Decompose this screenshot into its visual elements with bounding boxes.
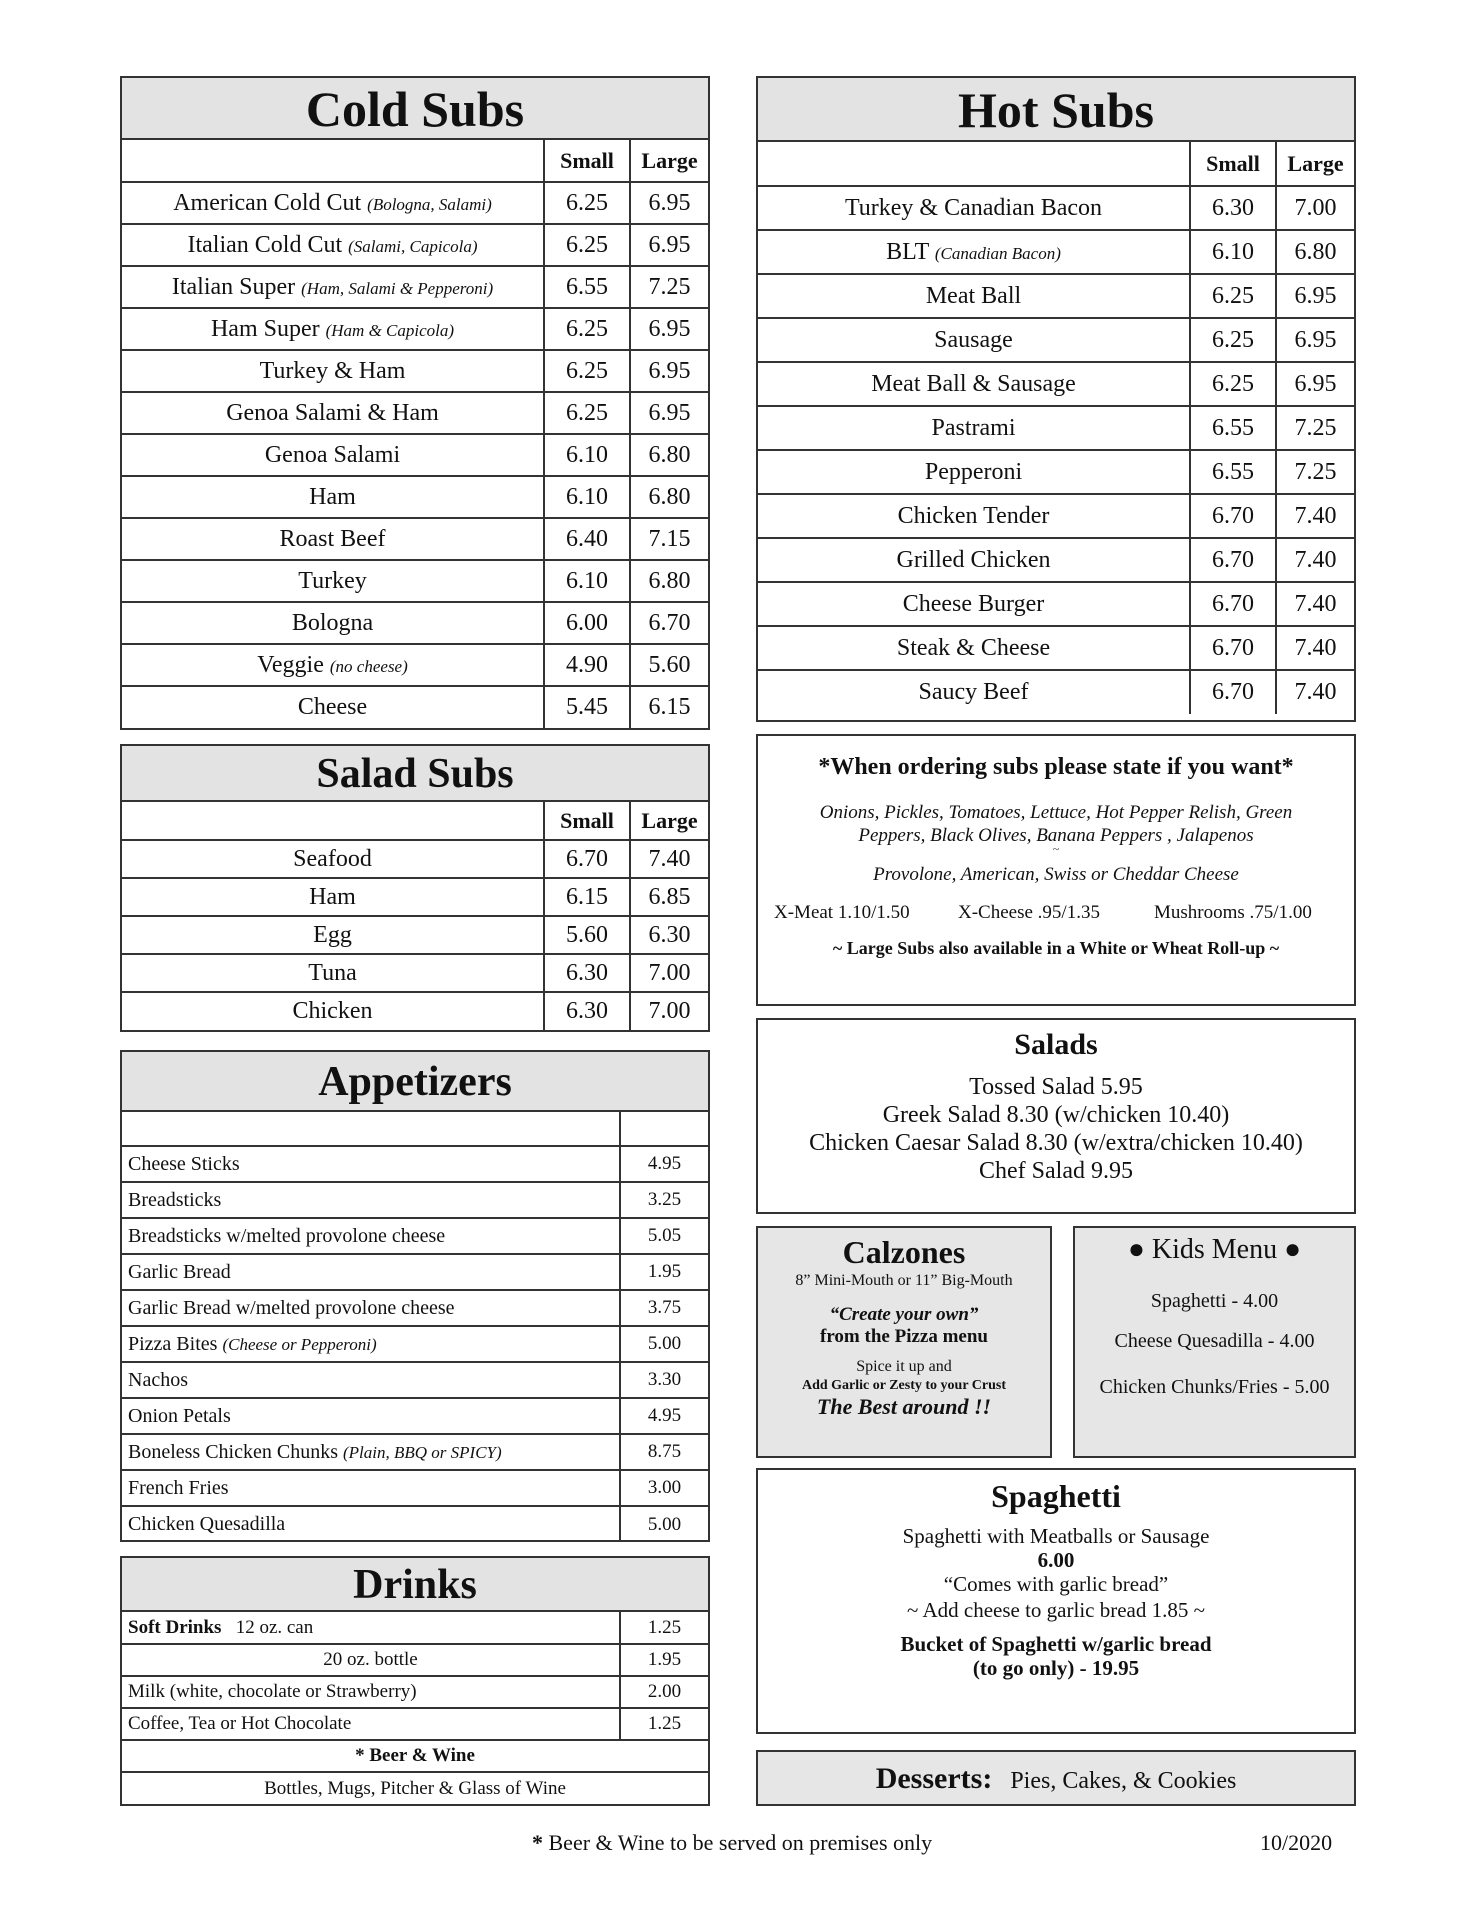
menu-row [122, 266, 708, 308]
item-name-cell [122, 350, 544, 392]
footer-date: 10/2020 [1260, 1830, 1333, 1855]
footer-note [532, 1830, 932, 1856]
salad-item: Greek Salad 8.30 (w/chicken 10.40) [882, 1102, 1230, 1128]
desserts-line [758, 1762, 1354, 1796]
menu-row [758, 318, 1354, 362]
appetizer-name: Garlic Bread [128, 1260, 231, 1283]
item-name-cell [122, 224, 544, 266]
item-note: (Canadian Bacon) [934, 243, 1061, 263]
small-price: 6.10 [544, 476, 630, 518]
menu-row [122, 224, 708, 266]
large-price: 7.25 [1276, 450, 1354, 494]
appetizer-row [122, 1506, 708, 1542]
appetizer-row [122, 1218, 708, 1254]
cold-subs-col-large: Large [630, 140, 708, 182]
large-price: 7.40 [1276, 494, 1354, 538]
hot-subs-col-small: Small [1190, 142, 1276, 186]
calzone-add: Add Garlic or Zesty to your Crust [801, 1378, 1007, 1393]
appetizer-name-cell [122, 1182, 620, 1218]
item-name-cell [122, 992, 544, 1030]
small-price: 6.25 [1190, 362, 1276, 406]
appetizers-header-blank [122, 1112, 620, 1146]
menu-row [122, 602, 708, 644]
salad-item: Chef Salad 9.95 [979, 1158, 1133, 1184]
large-price: 7.40 [1276, 670, 1354, 714]
menu-row [758, 362, 1354, 406]
menu-row [122, 916, 708, 954]
appetizer-row [122, 1182, 708, 1218]
soft-drinks-label: Soft Drinks [128, 1616, 222, 1638]
salad-subs-section [120, 744, 710, 1032]
large-price: 6.95 [1276, 318, 1354, 362]
small-price: 6.70 [1190, 582, 1276, 626]
appetizer-name: Breadsticks [128, 1188, 222, 1211]
item-name: American Cold Cut [173, 189, 362, 216]
large-price: 6.95 [630, 182, 708, 224]
appetizer-price: 1.95 [620, 1254, 708, 1290]
small-price: 6.10 [1190, 230, 1276, 274]
small-price: 6.30 [544, 992, 630, 1030]
item-name: Seafood [293, 845, 372, 872]
item-name-cell [122, 392, 544, 434]
small-price: 6.55 [1190, 450, 1276, 494]
item-name: Turkey & Canadian Bacon [844, 194, 1103, 221]
item-name-cell [758, 450, 1190, 494]
large-price: 6.95 [630, 308, 708, 350]
cold-subs-section [120, 76, 710, 730]
drink-name: Coffee, Tea or Hot Chocolate [122, 1708, 620, 1740]
cold-subs-table [122, 140, 708, 728]
large-price: 7.25 [630, 266, 708, 308]
calzone-sizes: 8” Mini-Mouth or 11” Big-Mouth [795, 1272, 1013, 1289]
spaghetti-price: 6.00 [1037, 1548, 1075, 1572]
small-price: 6.70 [1190, 538, 1276, 582]
large-price: 7.40 [1276, 626, 1354, 670]
menu-row [758, 230, 1354, 274]
appetizer-row [122, 1326, 708, 1362]
kids-item: Cheese Quesadilla - 4.00 [1114, 1330, 1315, 1352]
small-price: 6.10 [544, 434, 630, 476]
drink-name: 12 oz. can [235, 1616, 314, 1638]
desserts-items: Pies, Cakes, & Cookies [1010, 1768, 1237, 1794]
appetizer-note: (Plain, BBQ or SPICY) [343, 1442, 502, 1462]
footer-note-text: Beer & Wine to be served on premises only [548, 1830, 933, 1855]
item-name-cell [758, 274, 1190, 318]
large-price: 6.80 [630, 476, 708, 518]
item-name: Steak & Cheese [896, 634, 1051, 661]
large-price: 6.80 [630, 434, 708, 476]
appetizer-row [122, 1470, 708, 1506]
small-price: 4.90 [544, 644, 630, 686]
appetizer-row [122, 1290, 708, 1326]
menu-row [758, 670, 1354, 714]
appetizer-price: 3.30 [620, 1362, 708, 1398]
bucket-line-2: (to go only) - 19.95 [972, 1656, 1140, 1680]
large-price: 6.80 [1276, 230, 1354, 274]
beer-wine-label: * Beer & Wine [122, 1740, 708, 1772]
appetizer-price: 5.00 [620, 1326, 708, 1362]
item-name-cell [758, 670, 1190, 714]
appetizer-price: 5.00 [620, 1506, 708, 1542]
item-name: Turkey & Ham [259, 357, 406, 384]
item-name-cell [122, 182, 544, 224]
appetizers-title: Appetizers [122, 1052, 708, 1112]
calzones-title: Calzones [842, 1234, 966, 1270]
small-price: 6.25 [1190, 274, 1276, 318]
item-name: Tuna [308, 959, 357, 986]
item-name: Meat Ball [925, 282, 1022, 309]
item-name: Italian Super [171, 273, 296, 300]
item-name: Saucy Beef [918, 679, 1029, 705]
appetizer-name-cell [122, 1326, 620, 1362]
item-name: Pepperoni [924, 458, 1023, 485]
appetizer-row [122, 1434, 708, 1470]
small-price: 6.30 [1190, 186, 1276, 230]
item-name: Grilled Chicken [896, 546, 1051, 573]
item-name: Sausage [934, 326, 1013, 353]
menu-row [758, 538, 1354, 582]
item-name-cell [122, 518, 544, 560]
drinks-title: Drinks [122, 1558, 708, 1612]
menu-row [122, 350, 708, 392]
calzone-best: The Best around !! [816, 1394, 992, 1419]
item-name: Bologna [291, 609, 374, 636]
drink-price: 1.25 [620, 1708, 708, 1740]
x-cheese-price: X-Cheese .95/1.35 [958, 902, 1100, 923]
menu-row [122, 476, 708, 518]
large-price: 7.40 [1276, 582, 1354, 626]
menu-row [122, 518, 708, 560]
calzone-create: “Create your own” [829, 1304, 979, 1325]
kids-menu-section [1073, 1226, 1356, 1458]
item-note: (Ham, Salami & Pepperoni) [301, 278, 494, 298]
menu-row [122, 840, 708, 878]
x-meat-price: X-Meat 1.10/1.50 [774, 902, 910, 923]
small-price: 6.70 [1190, 626, 1276, 670]
large-price: 6.95 [630, 224, 708, 266]
item-note: (no cheese) [329, 656, 408, 676]
item-name: Veggie [257, 651, 324, 678]
hot-subs-col-large: Large [1276, 142, 1354, 186]
appetizer-name-cell [122, 1290, 620, 1326]
appetizer-name: Garlic Bread w/melted provolone cheese [128, 1296, 455, 1319]
spaghetti-garlic-note: “Comes with garlic bread” [943, 1572, 1169, 1596]
menu-row [758, 186, 1354, 230]
item-name-cell [122, 954, 544, 992]
spaghetti-line: Spaghetti with Meatballs or Sausage [902, 1524, 1210, 1548]
hot-subs-section [756, 76, 1356, 722]
small-price: 6.55 [544, 266, 630, 308]
menu-row [122, 434, 708, 476]
appetizer-name-cell [122, 1218, 620, 1254]
menu-row [758, 626, 1354, 670]
cold-subs-col-small: Small [544, 140, 630, 182]
appetizers-table [122, 1112, 708, 1542]
appetizer-price: 3.00 [620, 1470, 708, 1506]
small-price: 6.25 [544, 182, 630, 224]
appetizer-name: French Fries [128, 1476, 229, 1499]
ordering-title: *When ordering subs please state if you want* [818, 754, 1294, 780]
salad-subs-title: Salad Subs [122, 746, 708, 802]
item-name: Cheese Burger [902, 590, 1045, 617]
large-price: 6.80 [630, 560, 708, 602]
item-name-cell [758, 230, 1190, 274]
small-price: 6.55 [1190, 406, 1276, 450]
appetizer-name-cell [122, 1506, 620, 1542]
drinks-section [120, 1556, 710, 1806]
salad-item: Tossed Salad 5.95 [969, 1074, 1143, 1100]
item-name-cell [758, 362, 1190, 406]
small-price: 5.45 [544, 686, 630, 728]
appetizer-name: Boneless Chicken Chunks [128, 1440, 338, 1463]
item-name-cell [758, 626, 1190, 670]
menu-row [122, 182, 708, 224]
appetizer-price: 4.95 [620, 1146, 708, 1182]
appetizer-name-cell [122, 1254, 620, 1290]
large-price: 7.25 [1276, 406, 1354, 450]
item-name-cell [758, 538, 1190, 582]
salad-subs-col-large: Large [630, 802, 708, 840]
appetizer-name-cell [122, 1362, 620, 1398]
item-name: Chicken Tender [897, 502, 1050, 529]
small-price: 6.40 [544, 518, 630, 560]
small-price: 6.10 [544, 560, 630, 602]
menu-row [122, 308, 708, 350]
large-price: 7.15 [630, 518, 708, 560]
item-name-cell [122, 878, 544, 916]
drink-price: 1.25 [620, 1612, 708, 1644]
salads-section [756, 1018, 1356, 1214]
menu-row [122, 560, 708, 602]
drinks-table [122, 1612, 708, 1804]
menu-row [122, 954, 708, 992]
footer-star: * [532, 1830, 543, 1855]
drink-name: 20 oz. bottle [122, 1644, 620, 1676]
item-name: Genoa Salami & Ham [226, 399, 439, 426]
item-name: Pastrami [931, 414, 1016, 441]
drink-price: 2.00 [620, 1676, 708, 1708]
large-price: 6.95 [1276, 274, 1354, 318]
ordering-note-section [756, 734, 1356, 1006]
small-price: 6.00 [544, 602, 630, 644]
cold-subs-header-blank [122, 140, 544, 182]
small-price: 6.70 [1190, 494, 1276, 538]
item-name-cell [758, 494, 1190, 538]
appetizer-name: Pizza Bites [128, 1332, 218, 1355]
kids-item: Spaghetti - 4.00 [1150, 1290, 1279, 1312]
item-name-cell [758, 186, 1190, 230]
item-name-cell [122, 434, 544, 476]
item-name: Turkey [298, 567, 367, 594]
large-price: 6.95 [1276, 362, 1354, 406]
appetizers-header-blank-price [620, 1112, 708, 1146]
item-note: (Ham & Capicola) [325, 320, 455, 340]
hot-subs-header-blank [758, 142, 1190, 186]
item-name-cell [122, 644, 544, 686]
large-price: 7.00 [630, 992, 708, 1030]
small-price: 5.60 [544, 916, 630, 954]
small-price: 6.25 [544, 392, 630, 434]
menu-row [758, 450, 1354, 494]
appetizer-name: Chicken Quesadilla [128, 1513, 286, 1535]
toppings-line-2: Peppers, Black Olives, Banana Peppers , Jalapenos [858, 825, 1254, 846]
desserts-section [756, 1750, 1356, 1806]
toppings-line-1: Onions, Pickles, Tomatoes, Lettuce, Hot Pepper Relish, Green [819, 802, 1293, 823]
small-price: 6.25 [544, 224, 630, 266]
item-name-cell [122, 602, 544, 644]
large-price: 7.40 [630, 840, 708, 878]
bucket-line-1: Bucket of Spaghetti w/garlic bread [900, 1632, 1212, 1656]
mushrooms-price: Mushrooms .75/1.00 [1154, 902, 1312, 923]
appetizer-name: Nachos [128, 1368, 188, 1391]
large-price: 6.30 [630, 916, 708, 954]
beer-wine-items: Bottles, Mugs, Pitcher & Glass of Wine [122, 1772, 708, 1804]
cold-subs-title: Cold Subs [122, 78, 708, 140]
salad-subs-col-small: Small [544, 802, 630, 840]
appetizer-row [122, 1146, 708, 1182]
item-name-cell [122, 308, 544, 350]
small-price: 6.15 [544, 878, 630, 916]
hot-subs-table [758, 142, 1354, 714]
small-price: 6.70 [1190, 670, 1276, 714]
spaghetti-title: Spaghetti [991, 1478, 1121, 1514]
calzones-section [756, 1226, 1052, 1458]
item-note: (Salami, Capicola) [348, 236, 478, 256]
small-price: 6.25 [544, 308, 630, 350]
appetizer-name-cell [122, 1434, 620, 1470]
item-name-cell [122, 840, 544, 878]
item-name: Roast Beef [279, 525, 386, 552]
hot-subs-title: Hot Subs [758, 78, 1354, 142]
appetizer-name-cell [122, 1470, 620, 1506]
appetizer-name: Breadsticks w/melted provolone cheese [128, 1224, 446, 1247]
item-name: Meat Ball & Sausage [871, 370, 1076, 397]
small-price: 6.25 [1190, 318, 1276, 362]
item-name: Cheese [297, 694, 368, 720]
salad-subs-table [122, 802, 708, 1030]
item-name-cell [122, 560, 544, 602]
calzone-spice: Spice it up and [856, 1358, 952, 1375]
drinks-soft-drinks-row [122, 1612, 620, 1644]
large-price: 6.85 [630, 878, 708, 916]
appetizer-price: 3.25 [620, 1182, 708, 1218]
rollup-note: ~ Large Subs also available in a White or Wheat Roll-up ~ [832, 938, 1280, 958]
menu-row [122, 392, 708, 434]
large-price: 7.00 [1276, 186, 1354, 230]
menu-row [122, 686, 708, 728]
item-name-cell [122, 476, 544, 518]
appetizer-row [122, 1254, 708, 1290]
item-note: (Bologna, Salami) [367, 194, 492, 214]
item-name-cell [122, 266, 544, 308]
large-price: 6.15 [630, 686, 708, 728]
menu-row [122, 992, 708, 1030]
menu-row [758, 274, 1354, 318]
appetizer-row [122, 1362, 708, 1398]
appetizer-name-cell [122, 1146, 620, 1182]
small-price: 6.25 [544, 350, 630, 392]
menu-row [122, 644, 708, 686]
appetizer-name-cell [122, 1398, 620, 1434]
large-price: 7.00 [630, 954, 708, 992]
menu-row [758, 582, 1354, 626]
large-price: 6.70 [630, 602, 708, 644]
spaghetti-section [756, 1468, 1356, 1734]
appetizer-price: 3.75 [620, 1290, 708, 1326]
salad-item: Chicken Caesar Salad 8.30 (w/extra/chicken 10.40) [809, 1130, 1303, 1156]
spaghetti-cheese-note: ~ Add cheese to garlic bread 1.85 ~ [907, 1598, 1205, 1622]
drink-name: Milk (white, chocolate or Strawberry) [122, 1676, 620, 1708]
item-name-cell [122, 916, 544, 954]
menu-row [758, 406, 1354, 450]
appetizer-name: Onion Petals [128, 1404, 231, 1427]
large-price: 6.95 [630, 350, 708, 392]
item-name-cell [122, 686, 544, 728]
item-name: BLT [886, 238, 929, 265]
item-name: Egg [313, 921, 352, 948]
cheese-options: Provolone, American, Swiss or Cheddar Cheese [873, 864, 1239, 885]
kids-item: Chicken Chunks/Fries - 5.00 [1099, 1376, 1330, 1398]
appetizer-price: 5.05 [620, 1218, 708, 1254]
appetizer-price: 4.95 [620, 1398, 708, 1434]
item-name: Italian Cold Cut [187, 231, 343, 258]
appetizer-price: 8.75 [620, 1434, 708, 1470]
large-price: 6.95 [630, 392, 708, 434]
kids-menu-title: ● Kids Menu ● [1127, 1234, 1302, 1265]
large-price: 5.60 [630, 644, 708, 686]
item-name: Ham [309, 483, 356, 510]
calzone-from: from the Pizza menu [820, 1326, 988, 1347]
appetizer-row [122, 1398, 708, 1434]
menu-row [758, 494, 1354, 538]
drink-price: 1.95 [620, 1644, 708, 1676]
tilde-separator: ~ [1052, 842, 1060, 856]
large-price: 7.40 [1276, 538, 1354, 582]
small-price: 6.30 [544, 954, 630, 992]
item-name-cell [758, 318, 1190, 362]
appetizers-section [120, 1050, 710, 1542]
salad-subs-header-blank [122, 802, 544, 840]
appetizer-name: Cheese Sticks [128, 1152, 240, 1175]
menu-row [122, 878, 708, 916]
small-price: 6.70 [544, 840, 630, 878]
item-name: Ham [309, 883, 356, 910]
desserts-title: Desserts: [875, 1762, 993, 1795]
appetizer-note: (Cheese or Pepperoni) [222, 1334, 377, 1354]
item-name-cell [758, 406, 1190, 450]
item-name: Chicken [292, 998, 373, 1024]
item-name: Genoa Salami [264, 441, 401, 468]
item-name-cell [758, 582, 1190, 626]
item-name: Ham Super [210, 315, 320, 342]
salads-title: Salads [1014, 1028, 1098, 1061]
